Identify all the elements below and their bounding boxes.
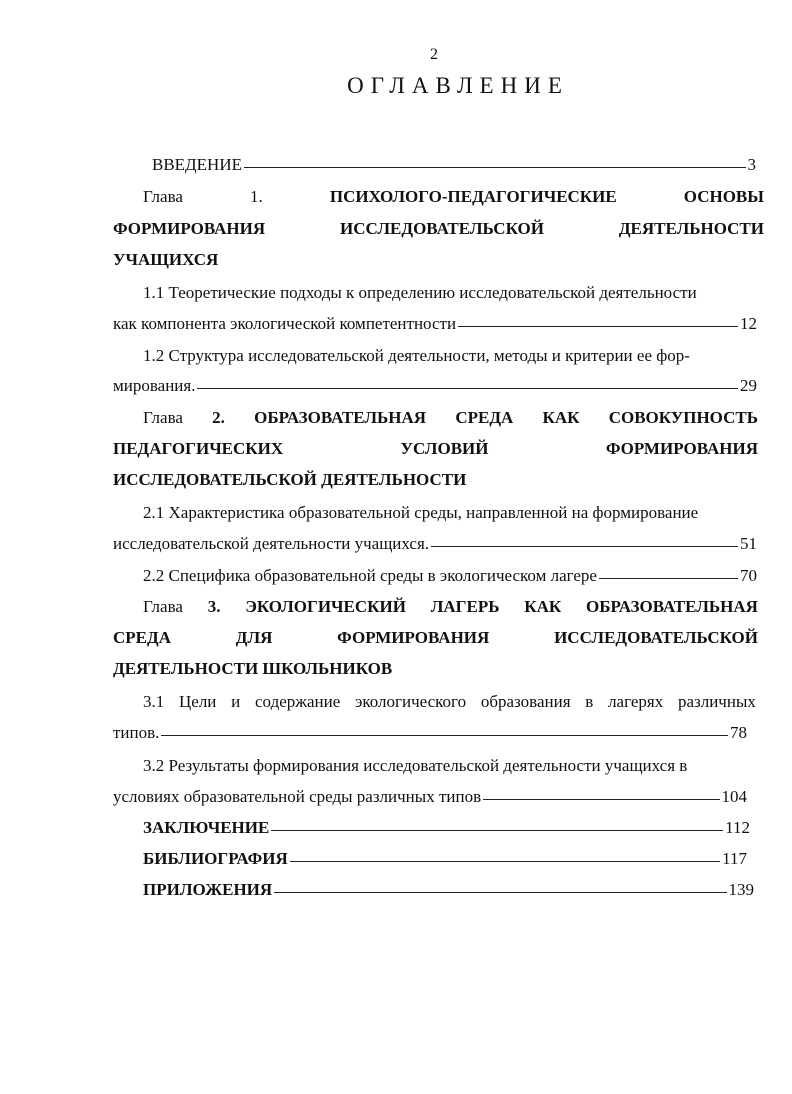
toc-entry-introduction[interactable] — [152, 151, 756, 179]
toc-entry-section-2-1[interactable] — [113, 530, 757, 558]
text-word: и — [231, 692, 241, 711]
text-word: различных — [677, 692, 756, 711]
chapter-1-heading-line3: УЧАЩИХСЯ — [113, 250, 219, 269]
toc-label: ПРИЛОЖЕНИЯ — [143, 880, 273, 899]
toc-entry-appendices[interactable] — [143, 876, 754, 904]
toc-page: 117 — [722, 849, 747, 868]
toc-label: ЗАКЛЮЧЕНИЕ — [143, 818, 270, 837]
leader-line — [290, 861, 720, 862]
section-3-2-line1[interactable]: 3.2 Результаты формирования исследовательской деятельности учащихся в — [143, 756, 688, 775]
leader-line — [197, 388, 738, 389]
text-word: содержание — [255, 692, 341, 711]
toc-label: типов. — [113, 723, 160, 742]
section-1-1-line1[interactable]: 1.1 Теоретические подходы к определению исследовательской деятельности — [143, 283, 697, 302]
toc-entry-conclusion[interactable] — [143, 814, 750, 842]
toc-entry-section-2-2[interactable] — [143, 562, 757, 590]
heading-word: ФОРМИРОВАНИЯ — [605, 439, 758, 458]
heading-word: ПЕДАГОГИЧЕСКИХ — [113, 439, 284, 458]
heading-word: ПСИХОЛОГО-ПЕДАГОГИЧЕСКИЕ — [329, 187, 617, 206]
chapter-2-heading-line2 — [113, 435, 758, 463]
toc-page: 112 — [725, 818, 750, 837]
heading-word: ЭКОЛОГИЧЕСКИЙ — [245, 597, 406, 616]
text-word: образования — [480, 692, 571, 711]
chapter-1-heading-line2 — [113, 215, 764, 243]
leader-line — [458, 326, 738, 327]
heading-word: ОБРАЗОВАТЕЛЬНАЯ — [586, 597, 758, 616]
toc-entry-section-3-1[interactable] — [113, 719, 747, 747]
section-2-1-line1[interactable]: 2.1 Характеристика образовательной среды, направленной на формирование — [143, 503, 699, 522]
toc-label: исследовательской деятельности учащихся. — [113, 534, 430, 553]
heading-word: ФОРМИРОВАНИЯ — [337, 628, 490, 647]
chapter-word: Глава — [143, 408, 183, 427]
leader-line — [244, 167, 746, 168]
toc-entry-bibliography[interactable] — [143, 845, 747, 873]
text-word: лагерях — [608, 692, 664, 711]
toc-label: мирования. — [113, 376, 196, 395]
toc-label: ВВЕДЕНИЕ — [152, 155, 242, 174]
chapter-word: Глава — [143, 597, 183, 616]
chapter-3-heading[interactable] — [143, 593, 758, 621]
heading-word: ОСНОВЫ — [683, 187, 764, 206]
leader-line — [431, 546, 738, 547]
text-word: в — [585, 692, 594, 711]
heading-word: ИССЛЕДОВАТЕЛЬСКОЙ — [340, 219, 544, 238]
section-3-1-line1[interactable] — [143, 688, 756, 716]
text-word: 3.1 — [143, 692, 165, 711]
chapter-number: 2. — [212, 408, 225, 427]
toc-label: БИБЛИОГРАФИЯ — [143, 849, 288, 868]
leader-line — [161, 735, 728, 736]
toc-page: 104 — [721, 787, 747, 806]
chapter-1-heading[interactable] — [113, 183, 764, 211]
chapter-word: Глава — [143, 187, 183, 206]
heading-word: УСЛОВИЙ — [400, 439, 489, 458]
chapter-3-heading-line3: ДЕЯТЕЛЬНОСТИ ШКОЛЬНИКОВ — [113, 659, 393, 678]
heading-word: ДЕЯТЕЛЬНОСТИ — [618, 219, 764, 238]
toc-page: 29 — [740, 376, 757, 395]
heading-word: КАК — [524, 597, 562, 616]
leader-line — [483, 799, 719, 800]
leader-line — [274, 892, 726, 893]
toc-page: 3 — [747, 155, 756, 174]
text-word: экологического — [355, 692, 467, 711]
toc-label: как компонента экологической компетентности — [113, 314, 457, 333]
toc-page: 139 — [728, 880, 754, 899]
chapter-3-heading-line2 — [113, 624, 758, 652]
heading-word: ЛАГЕРЬ — [430, 597, 500, 616]
heading-word: КАК — [542, 408, 580, 427]
toc-entry-section-1-1[interactable] — [113, 310, 757, 338]
text-word: Цели — [179, 692, 217, 711]
chapter-2-heading[interactable] — [143, 404, 758, 432]
heading-word: СОВОКУПНОСТЬ — [608, 408, 758, 427]
leader-line — [599, 578, 738, 579]
page-title: ОГЛАВЛЕНИЕ — [347, 73, 569, 98]
section-1-2-line1[interactable]: 1.2 Структура исследовательской деятельности, методы и критерии ее фор- — [143, 346, 690, 365]
heading-word: ДЛЯ — [235, 628, 273, 647]
heading-word: ОБРАЗОВАТЕЛЬНАЯ — [254, 408, 427, 427]
heading-word: ИССЛЕДОВАТЕЛЬСКОЙ — [554, 628, 758, 647]
toc-page: 78 — [730, 723, 747, 742]
toc-entry-section-1-2[interactable] — [113, 372, 757, 400]
toc-page: 51 — [740, 534, 757, 553]
toc-page: 12 — [740, 314, 757, 333]
heading-word: ФОРМИРОВАНИЯ — [113, 219, 266, 238]
chapter-2-heading-line3: ИССЛЕДОВАТЕЛЬСКОЙ ДЕЯТЕЛЬНОСТИ — [113, 470, 467, 489]
toc-label: условиях образовательной среды различных типов — [113, 787, 482, 806]
page-number: 2 — [430, 46, 438, 63]
toc-page: 70 — [740, 566, 757, 585]
toc-entry-section-3-2[interactable] — [113, 783, 747, 811]
chapter-number: 3. — [207, 597, 221, 616]
toc-label: 2.2 Специфика образовательной среды в экологическом лагере — [143, 566, 597, 585]
heading-word: СРЕДА — [455, 408, 514, 427]
chapter-number: 1. — [250, 187, 263, 206]
heading-word: СРЕДА — [113, 628, 171, 647]
leader-line — [271, 830, 723, 831]
